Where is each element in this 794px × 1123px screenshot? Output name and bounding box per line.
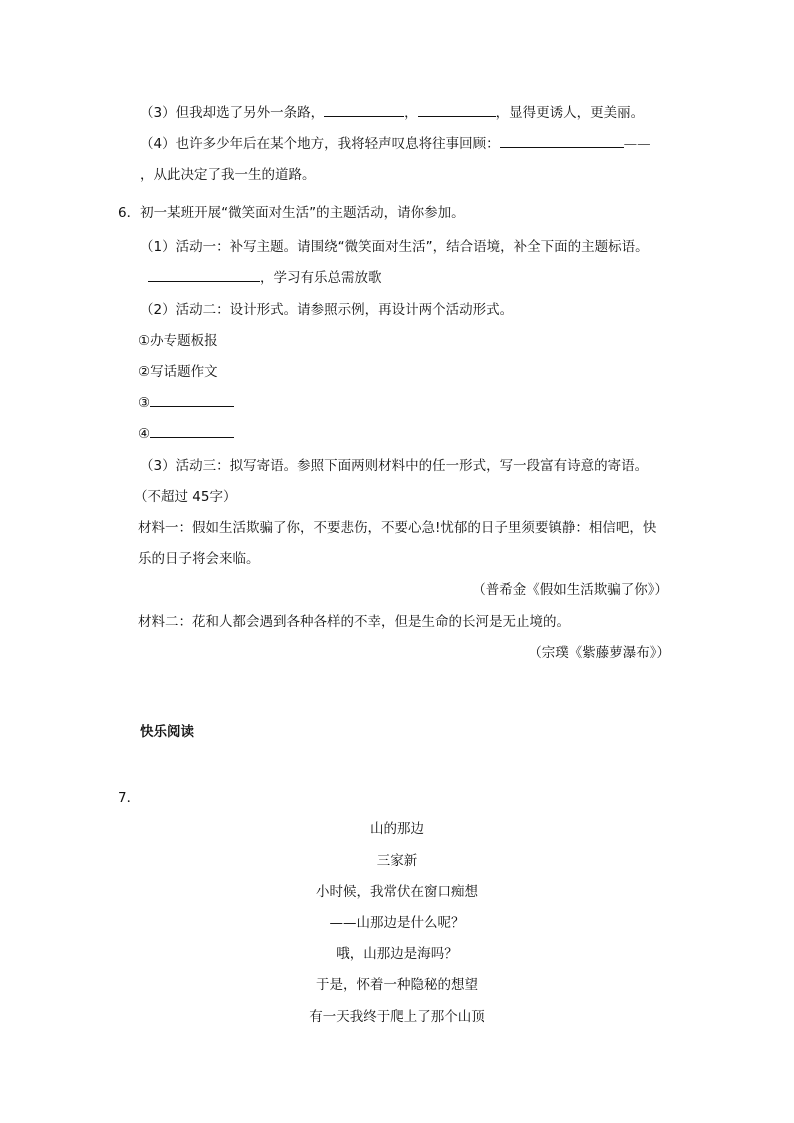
poem-author: 三家新 [376, 853, 418, 869]
q6-slogan-suffix: ，学习有乐总需放歌 [260, 270, 382, 286]
q6-material1-line1: 材料一：假如生活欺骗了你，不要悲伤，不要心急!忧郁的日子里须要镇静：相信吧，快 [138, 520, 657, 536]
q6-option-4 [138, 425, 234, 443]
poem-line-3: 哦，山那边是海吗？ [336, 946, 458, 962]
poem-line-2: ——山那边是什么呢？ [329, 915, 465, 931]
q6-option-3-label: ③ [138, 395, 151, 411]
q5-item3-blank-1[interactable] [324, 104, 404, 117]
q6-material2-source: （宗璞《紫藤萝瀑布》） [528, 645, 670, 661]
poem-line-4: 于是，怀着一种隐秘的想望 [316, 977, 478, 993]
q7-number: 7． [118, 790, 141, 806]
q6-option-3 [138, 394, 234, 412]
q6-option-4-label: ④ [138, 426, 151, 442]
q6-activity1-slogan [140, 269, 382, 287]
q6-activity3-limit: （不超过 45字） [134, 489, 237, 505]
q5-item3-suffix: ，显得更诱人，更美丽。 [495, 105, 645, 121]
poem-line-5: 有一天我终于爬上了那个山顶 [309, 1009, 485, 1025]
q6-option-1: ①办专题板报 [138, 333, 218, 349]
q6-activity1: （1）活动一：补写主题。请围绕“微笑面对生活”，结合语境，补全下面的主题标语。 [140, 239, 649, 255]
q5-item4-blank[interactable] [500, 135, 624, 148]
q5-item4-dash: —— [623, 136, 651, 152]
q5-item4-prefix: （4）也许多少年后在某个地方，我将轻声叹息将往事回顾： [140, 136, 500, 152]
q6-material1-source: （普希金《假如生活欺骗了你》） [472, 582, 668, 598]
q5-item3-prefix: （3）但我却选了另外一条路， [140, 105, 325, 121]
q6-option-4-blank[interactable] [150, 425, 234, 438]
q6-option-3-blank[interactable] [150, 394, 234, 407]
poem-line-1: 小时候，我常伏在窗口痴想 [316, 884, 478, 900]
q6-slogan-blank[interactable] [148, 269, 260, 282]
section-title: 快乐阅读 [140, 724, 194, 740]
q6-material1-line2: 乐的日子将会来临。 [138, 551, 260, 567]
q6-activity3: （3）活动三：拟写寄语。参照下面两则材料中的任一形式，写一段富有诗意的寄语。 [140, 458, 649, 474]
q5-item3-mid: ， [404, 105, 418, 121]
q5-item4 [140, 135, 651, 153]
q5-item4-continuation: ，从此决定了我一生的道路。 [140, 167, 316, 183]
q5-item3-blank-2[interactable] [418, 104, 496, 117]
poem-title: 山的那边 [370, 821, 424, 837]
q6-activity2: （2）活动二：设计形式。请参照示例，再设计两个活动形式。 [140, 302, 514, 318]
q6-title: 6．初一某班开展“微笑面对生活”的主题活动，请你参加。 [118, 205, 465, 221]
q6-material2: 材料二：花和人都会遇到各种各样的不幸，但是生命的长河是无止境的。 [138, 614, 570, 630]
q6-option-2: ②写话题作文 [138, 364, 218, 380]
q5-item3 [140, 104, 644, 122]
